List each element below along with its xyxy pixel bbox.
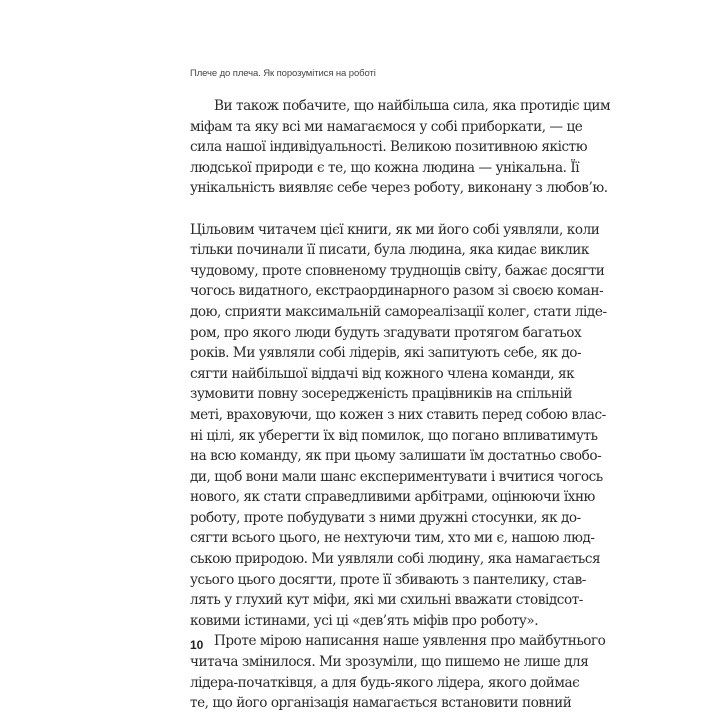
body-text [190, 96, 611, 714]
text-line: ковими істинами, усі ці «дев’ять міфів про роботу». [190, 612, 539, 629]
paragraph-2 [190, 220, 607, 632]
text-line: усього цього досягти, проте її збивають з пантелику, став- [190, 571, 586, 588]
text-line: нового, як стати справедливими арбітрами, оцінюючи їхню [190, 489, 595, 506]
text-line: меті, враховуючи, що кожен з них ставить перед собою влас- [190, 406, 606, 423]
text-line: тільки починали її писати, була людина, яка кидає виклик [190, 242, 589, 259]
text-line: сягти всього цього, не нехтуючи тим, хто ми є, нашою люд- [190, 530, 595, 547]
page-number: 10 [190, 638, 204, 652]
text-line: сила нашої індивідуальності. Великою позитивною якістю [190, 139, 588, 156]
text-line: читача змінилося. Ми зрозуміли, що пишемо не лише для [190, 654, 589, 671]
text-line: дою, сприяти максимальній самореалізації колег, стати ліде- [190, 303, 607, 320]
text-line: зумовити повну зосередженість працівників на спільній [190, 386, 572, 403]
running-head: Плече до плеча. Як порозумітися на роботі [190, 68, 376, 79]
text-line: на всю команду, як при цьому залишати їм достатньо свобо- [190, 448, 602, 465]
text-line: унікальність виявляє себе через роботу, виконану з любов’ю. [190, 180, 608, 197]
text-line: ською природою. Ми уявляли собі людину, яка намагається [190, 551, 601, 568]
text-line: ди, щоб вони мали шанс експериментувати і вчитися чогось [190, 468, 603, 485]
text-line: чудовому, проте сповненому труднощів світу, бажає досягти [190, 262, 605, 279]
text-line: лять у глухий кут міфи, які ми схильні вважати стовідсот- [190, 592, 583, 609]
text-line: Проте мірою написання наше уявлення про майбутнього [214, 633, 606, 650]
paragraph-1 [190, 96, 611, 199]
text-line: ром, про якого люди будуть згадувати протягом багатьох [190, 324, 582, 341]
text-line: те, що його організація намагається встановити повний [190, 695, 572, 712]
text-line: років. Ми уявляли собі лідерів, які запитують себе, як до- [190, 345, 582, 362]
text-line: Ви також побачите, що найбільша сила, яка протидіє цим [214, 98, 611, 114]
text-line: лідера-початківця, а для будь-якого лідера, якого доймає [190, 674, 580, 691]
text-line: людської природи є те, що кожна людина — унікальна. Її [190, 159, 580, 176]
text-line: сягти найбільшої віддачі від кожного члена команди, як [190, 365, 575, 382]
text-line: Цільовим читачем цієї книги, як ми його собі уявляли, коли [190, 221, 600, 238]
paragraph-gap [190, 199, 561, 220]
paragraph-3 [190, 631, 606, 713]
text-line: чогось видатного, екстраординарного разом зі своєю коман- [190, 283, 604, 300]
text-line: ні цілі, як уберегти їх від помилок, що погано впливатимуть [190, 427, 598, 444]
text-line: міфам та яку всі ми намагаємося у собі приборкати, — це [190, 118, 583, 135]
text-line: роботу, проте побудувати з ними дружні стосунки, як до- [190, 509, 581, 526]
